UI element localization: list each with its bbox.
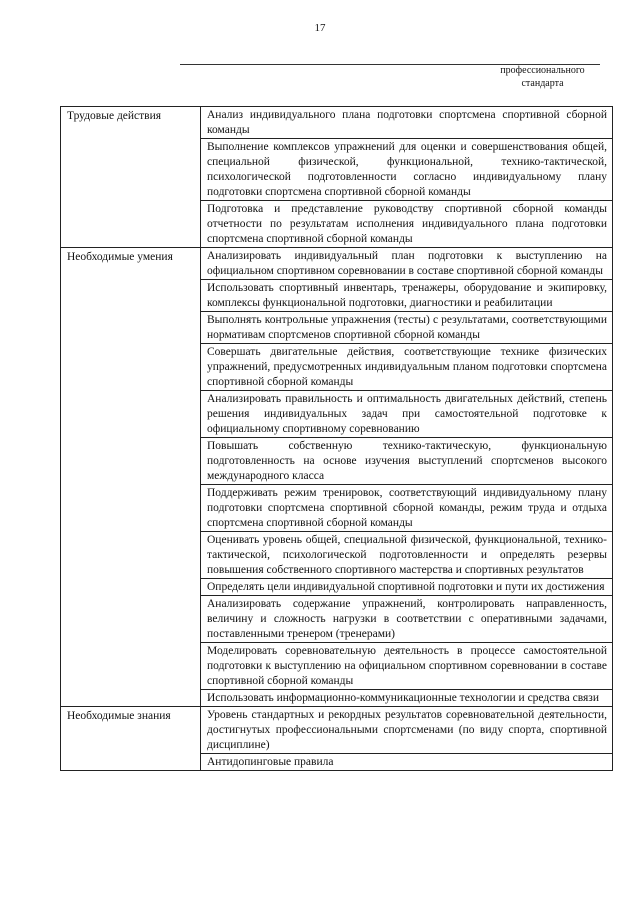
item-cell: Анализ индивидуального плана подготовки спортсмена спортивной сборной команды xyxy=(201,107,613,139)
requirements-table xyxy=(60,106,613,771)
item-cell: Поддерживать режим тренировок, соответствующий индивидуальному плану подготовки спортсмена спортивной сборной команды, режим труда и отдыха спортсмена спортивной сборной команды xyxy=(201,485,613,532)
item-cell: Уровень стандартных и рекордных результатов соревновательной деятельности, достигнутых профессиональными спортсменами (по виду спорта, спортивной дисциплине) xyxy=(201,707,613,754)
category-cell: Необходимые умения xyxy=(61,248,201,707)
item-cell: Анализировать индивидуальный план подготовки к выступлению на официальном спортивном соревновании в составе спортивной сборной команды xyxy=(201,248,613,280)
item-cell: Подготовка и представление руководству спортивной сборной команды отчетности по результатам исполнения индивидуального плана подготовки спортсмена спортивной сборной команды xyxy=(201,201,613,248)
item-cell: Совершать двигательные действия, соответствующие технике физических упражнений, предусмотренных индивидуальным планом подготовки спортсмена спортивной сборной команды xyxy=(201,344,613,391)
item-cell: Анализировать содержание упражнений, контролировать направленность, величину и сложность нагрузки в соответствии с оперативными задачами, поставленными тренером (тренерами) xyxy=(201,596,613,643)
table-row xyxy=(61,248,613,280)
item-cell: Оценивать уровень общей, специальной физической, функциональной, технико-тактической, психологической подготовленности и определять резервы повышения собственного спортивного мастерства и спортивных результатов xyxy=(201,532,613,579)
category-cell: Трудовые действия xyxy=(61,107,201,248)
category-cell: Необходимые знания xyxy=(61,707,201,771)
item-cell: Определять цели индивидуальной спортивной подготовки и пути их достижения xyxy=(201,579,613,596)
item-cell: Использовать информационно-коммуникационные технологии и средства связи xyxy=(201,690,613,707)
table-row xyxy=(61,707,613,754)
header-note: профессионального стандарта xyxy=(500,65,585,89)
item-cell: Моделировать соревновательную деятельность в процессе самостоятельной подготовки к выступлению на официальном спортивном соревновании в составе спортивной сборной команды xyxy=(201,643,613,690)
item-cell: Повышать собственную технико-тактическую, функциональную подготовленность на основе изучения выступлений спортсменов высокого международного класса xyxy=(201,438,613,485)
item-cell: Антидопинговые правила xyxy=(201,754,613,771)
table-body xyxy=(61,107,613,771)
item-cell: Использовать спортивный инвентарь, тренажеры, оборудование и экипировку, комплексы функциональной подготовки, диагностики и реабилитации xyxy=(201,280,613,312)
item-cell: Анализировать правильность и оптимальность двигательных действий, степень решения индивидуальных задач при самостоятельной подготовке к официальному спортивному соревнованию xyxy=(201,391,613,438)
item-cell: Выполнять контрольные упражнения (тесты) с результатами, соответствующими нормативам спортсменов спортивной сборной команды xyxy=(201,312,613,344)
page-number: 17 xyxy=(314,22,326,34)
item-cell: Выполнение комплексов упражнений для оценки и совершенствования общей, специальной физической, функциональной, технико-тактической, психологической подготовленности согласно индивидуальному плану подготовки спортсмена спортивной сборной команды xyxy=(201,139,613,201)
table-row xyxy=(61,107,613,139)
